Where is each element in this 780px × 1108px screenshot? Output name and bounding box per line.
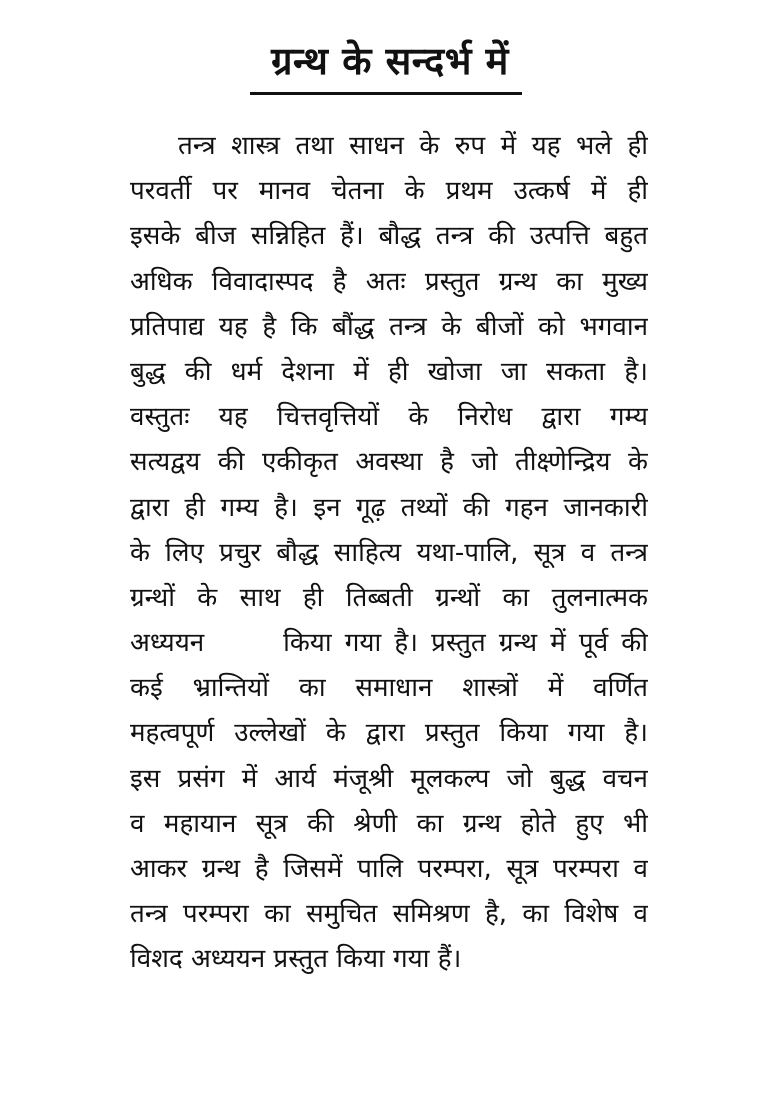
text-line: कई भ्रान्तियों का समाधान शास्त्रों में वर्णित [130,673,648,704]
text-line: के लिए प्रचुर बौद्ध साहित्य यथा-पालि, सूत्र व तन्त्र [130,537,648,568]
text-line: महत्वपूर्ण उल्लेखों के द्वारा प्रस्तुत किया गया है। [130,718,648,749]
text-line: प्रतिपाद्य यह है कि बौंद्ध तन्त्र के बीजों को भगवान [130,311,648,342]
title-container [0,36,780,86]
text-line: इस प्रसंग में आर्य मंजूश्री मूलकल्प जो बुद्ध वचन [130,763,648,794]
text-line: इसके बीज सन्निहित हैं। बौद्ध तन्त्र की उत्पत्ति बहुत [130,221,648,252]
text-line: बुद्ध की धर्म देशना में ही खोजा जा सकता है। [130,356,648,387]
text-line: तन्त्र परम्परा का समुचित समिश्रण है, का विशेष व [130,899,648,930]
text-line: अध्ययन किया गया है। प्रस्तुत ग्रन्थ में पूर्व की [130,628,648,659]
body-paragraph [130,124,648,983]
title-underline [250,92,522,95]
text-line: आकर ग्रन्थ है जिसमें पालि परम्परा, सूत्र परम्परा व [130,854,648,884]
text-line: सत्यद्वय की एकीकृत अवस्था है जो तीक्ष्णेन्द्रिय के [130,447,648,478]
text-line: विशद अध्ययन प्रस्तुत किया गया हैं। [130,944,462,975]
text-line: परवर्ती पर मानव चेतना के प्रथम उत्कर्ष में ही [130,176,648,207]
page-title: ग्रन्थ के सन्दर्भ में [271,39,509,83]
text-line: द्वारा ही गम्य है। इन गूढ़ तथ्यों की गहन जानकारी [130,492,648,523]
text-line: अधिक विवादास्पद है अतः प्रस्तुत ग्रन्थ का मुख्य [130,266,648,297]
text-line: वस्तुतः यह चित्तवृत्तियों के निरोध द्वारा गम्य [130,402,648,433]
text-line: तन्त्र शास्त्र तथा साधन के रुप में यह भले ही [178,131,648,161]
text-line: व महायान सूत्र की श्रेणी का ग्रन्थ होते हुए भी [130,808,648,839]
text-line: ग्रन्थों के साथ ही तिब्बती ग्रन्थों का तुलनात्मक [130,582,648,613]
